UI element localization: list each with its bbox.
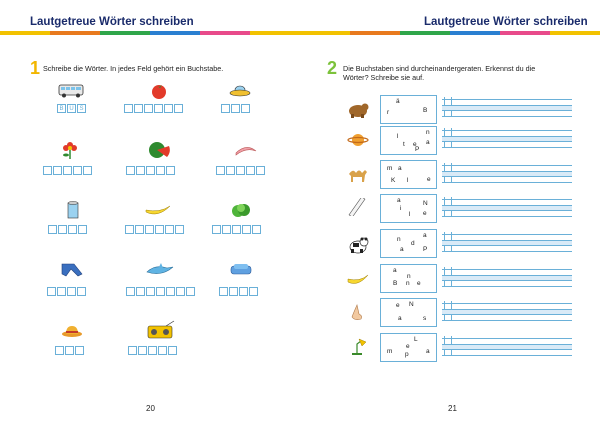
writing-lines-nose[interactable] [442,303,572,323]
scramble-box-bear: ä r B [380,95,437,124]
writing-lines-banana[interactable] [442,269,572,289]
answer-boxes-bus[interactable] [57,104,87,113]
melon-icon [147,140,171,160]
ruler-icon [347,198,369,216]
jeans-icon [60,262,84,278]
answer-boxes-sofa[interactable] [219,287,259,296]
scramble-box-banana: a n B n e [380,264,437,293]
header-stripes-right [300,31,600,35]
page-number-right: 21 [448,404,457,413]
hat-icon [61,324,83,338]
panda-icon [347,236,369,254]
tomato-icon [150,82,168,99]
writing-lines-panda[interactable] [442,234,572,254]
task-instruction-1: Schreibe die Wörter. In jedes Feld gehört ein Buchstabe. [43,64,224,73]
page-title-right: Lautgetreue Wörter schreiben [424,16,588,28]
nose-icon [347,304,369,322]
lamp-icon [347,338,369,356]
task-number-2: 2 [327,58,338,78]
answer-boxes-radio[interactable] [128,346,178,355]
answer-boxes-banana[interactable] [125,225,185,234]
letter-box: S [77,104,86,113]
letter-box: B [57,104,66,113]
writing-lines-lamp[interactable] [442,338,572,358]
scramble-box-panda: a n d a P [380,229,437,258]
page-number-left: 20 [146,404,155,413]
answer-boxes-jeans[interactable] [47,287,87,296]
scramble-box-nose: e N a s [380,298,437,327]
answer-boxes-ufo[interactable] [221,104,251,113]
scramble-box-camel: m a K l e [380,160,437,189]
sofa-icon [229,262,253,278]
answer-boxes-can[interactable] [48,225,88,234]
answer-boxes-flower[interactable] [43,166,93,175]
writing-lines-bear[interactable] [442,99,572,119]
writing-lines-camel[interactable] [442,165,572,185]
writing-lines-planet[interactable] [442,130,572,150]
sausage-icon [233,143,259,159]
bear-icon [347,100,369,118]
answer-boxes-melon[interactable] [126,166,176,175]
task-instruction-2-line2: Wörter? Schreibe sie auf. [343,73,425,82]
ufo-icon [229,85,251,97]
answer-boxes-hat[interactable] [55,346,85,355]
banana-icon [144,204,172,216]
camel-icon [347,166,369,184]
answer-boxes-tomato[interactable] [124,104,184,113]
right-page [300,0,600,423]
header-stripes-left [0,31,300,35]
letter-box: U [67,104,76,113]
salad-icon [230,202,252,218]
task-number-1: 1 [30,58,41,78]
writing-lines-ruler[interactable] [442,199,572,219]
answer-boxes-dolphin[interactable] [126,287,196,296]
answer-boxes-salad[interactable] [212,225,262,234]
radio-icon [146,320,176,340]
task-instruction-2-line1: Die Buchstaben sind durcheinandergeraten. Erkennst du die [343,64,536,73]
dolphin-icon [145,262,175,278]
planet-icon [347,131,369,149]
bus-icon [58,84,84,98]
scramble-box-ruler: a N i e l [380,194,437,223]
can-icon [66,200,80,219]
banana-icon [347,270,369,288]
scramble-box-planet: n l t e a P [380,126,437,155]
page-title-left: Lautgetreue Wörter schreiben [30,16,194,28]
scramble-box-lamp: L e m p a [380,333,437,362]
flower-icon [60,140,80,160]
answer-boxes-sausage[interactable] [216,166,266,175]
